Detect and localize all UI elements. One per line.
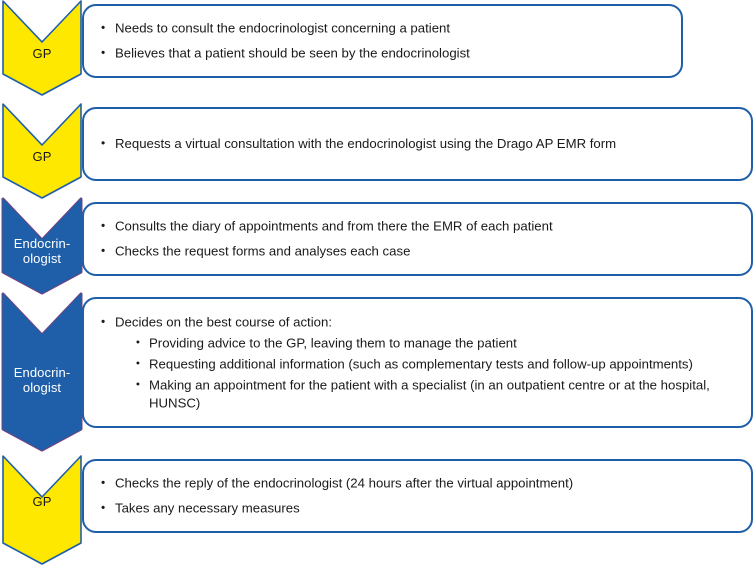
actor-label: Endocrin- ologist	[13, 365, 71, 395]
flow-step-row	[0, 103, 756, 199]
sub-bullet-text: Making an appointment for the patient with a specialist (in an outpatient centre or at the hospital, HUNSC)	[149, 377, 710, 410]
actor-label: Endocrin- ologist	[13, 236, 71, 266]
actor-chevron-endocrinologist	[2, 198, 84, 294]
bullet-list	[98, 20, 667, 63]
bullet-item	[98, 243, 737, 261]
chevron-shape	[3, 294, 81, 450]
chevron-shape	[3, 104, 81, 198]
step-content-box	[82, 4, 683, 78]
sub-bullet-list	[132, 334, 737, 412]
sub-bullet-item	[132, 376, 737, 412]
flow-step-row	[0, 198, 756, 294]
bullet-list-wrapper	[98, 20, 667, 63]
actor-label: GP	[32, 46, 52, 61]
actor-chevron-gp	[2, 103, 84, 199]
step-content-box	[82, 107, 753, 181]
flow-step-row	[0, 455, 756, 565]
bullet-list-wrapper	[98, 475, 737, 518]
bullet-list-wrapper	[98, 313, 737, 412]
chevron-shape	[3, 1, 81, 95]
bullet-item	[98, 500, 737, 518]
actor-chevron-gp	[2, 0, 84, 96]
actor-label: GP	[32, 494, 52, 509]
chevron-shape	[3, 456, 81, 564]
sub-bullet-item	[132, 334, 737, 352]
bullet-text: Consults the diary of appointments and from there the EMR of each patient	[115, 218, 553, 234]
bullet-text: Believes that a patient should be seen by the endocrinologist	[115, 45, 470, 61]
bullet-text: Requests a virtual consultation with the endocrinologist using the Drago AP EMR form	[115, 136, 617, 151]
bullet-text: Needs to consult the endocrinologist concerning a patient	[115, 20, 451, 36]
bullet-list	[98, 135, 737, 153]
step-content-box	[82, 202, 753, 276]
chevron-shape	[3, 199, 81, 293]
actor-chevron-endocrinologist	[2, 293, 84, 451]
bullet-text: Checks the reply of the endocrinologist (24 hours after the virtual appointment)	[115, 475, 574, 491]
bullet-list	[98, 218, 737, 261]
actor-chevron-gp	[2, 455, 84, 565]
bullet-item	[98, 135, 737, 153]
sub-bullet-text: Providing advice to the GP, leaving them to manage the patient	[149, 335, 517, 350]
bullet-list-wrapper	[98, 135, 737, 153]
bullet-list	[98, 313, 737, 412]
bullet-list-wrapper	[98, 218, 737, 261]
bullet-text: Decides on the best course of action:	[115, 314, 332, 329]
bullet-item	[98, 218, 737, 236]
flow-step-row	[0, 0, 756, 96]
step-content-box	[82, 297, 753, 428]
bullet-item	[98, 45, 667, 63]
sub-bullet-item	[132, 355, 737, 373]
bullet-item	[98, 313, 737, 412]
actor-label: GP	[32, 149, 52, 164]
bullet-list	[98, 475, 737, 518]
sub-bullet-text: Requesting additional information (such as complementary tests and follow-up appointments)	[149, 356, 693, 371]
bullet-item	[98, 20, 667, 38]
bullet-item	[98, 475, 737, 493]
flow-step-row	[0, 293, 756, 451]
bullet-text: Takes any necessary measures	[115, 500, 300, 516]
step-content-box	[82, 459, 753, 533]
bullet-text: Checks the request forms and analyses each case	[115, 243, 411, 259]
sub-bullet-group	[132, 334, 737, 412]
